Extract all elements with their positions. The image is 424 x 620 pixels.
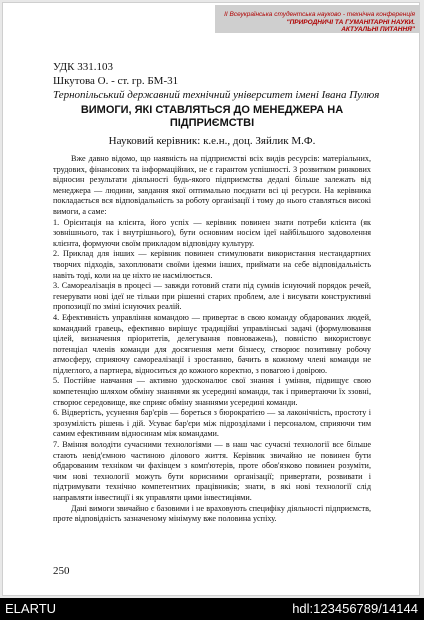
paragraph-item-2: 2. Приклад для інших — керівник повинен стимулювати використання нестандартних творчих підходів, захоплювати своїми ідеями інших, приймати на себе відповідальність навіть тоді, коли на це ніхто не насмілюється.	[53, 249, 371, 280]
paragraph-item-4: 4. Ефективність управління командою — привертає в свою команду обдарованих людей, командний гравець, ефективно вирішує традиційні управлінські задачі (формулювання цілей, визначення пріоритетів, делегування повноважень), повністю використовує потенціал членів команди для досягнення мети бізнесу, створює позитивну робочу атмосферу, сприяючу самореалізації і зростанню, бачить в кожному члені команди не підлеглого, а партнера, відноситься до кожного коректно, з повагою і довірою.	[53, 312, 371, 375]
author-line: Шкутова О. - ст. гр. БМ-31	[53, 75, 179, 87]
paragraph-item-7: 7. Вміння володіти сучасними технологіями — в наш час сучасні технології все більше стають невід'ємною частиною ділового життя. Керівник звичайно не повинен бути обдарованим техніком чи фахівцем з комп'ютерів, проте обов'язково повинен розуміти, чим нові технології можуть бути корисними організації; привертати, розвивати і підтримувати технічно компетентних працівників; знати, в які нові технології слід направляти інвестиції і як управляти цими інвестиціями.	[53, 440, 371, 502]
repository-name: ELARTU	[5, 601, 57, 616]
article-title	[53, 104, 371, 130]
university-name: Тернопільський державний технічний університет імені Івана Пулюя	[53, 89, 380, 101]
header-line2: АКТУАЛЬНІ ПИТАННЯ"	[341, 26, 415, 33]
title-line1: ВИМОГИ, ЯКІ СТАВЛЯТЬСЯ ДО МЕНЕДЖЕРА НА	[80, 104, 344, 116]
header-line1-bold: "ПРИРОДНИЧІ ТА ГУМАНІТАРНІ НАУКИ.	[286, 18, 415, 26]
handle-link[interactable]: hdl:123456789/14144	[292, 601, 418, 616]
repository-footer	[0, 598, 424, 620]
document-page	[2, 2, 420, 596]
page-number: 250	[53, 565, 70, 577]
header-line1: II Всеукраїнська студентська науково - технічна конференція	[224, 11, 415, 18]
udk-code: УДК 331.103	[53, 61, 114, 73]
supervisor-line: Науковий керівник: к.е.н., доц. Зяйлик М.Ф.	[108, 135, 316, 147]
paragraph-item-6: 6. Відвертість, усунення бар'єрів — бореться з бюрократією — за лаконічність, простоту і зрозумілість рішень і дій. Усуває бар'єри між підрозділами і персоналом, сприяючи тим самим ефективним відносинам між командами.	[53, 408, 371, 439]
paragraph-item-3: 3. Самореалізація в процесі — завжди готовий стати під сумнів існуючий порядок речей, генерувати нові ідеї не тільки при рішенні старих проблем, але і висувати конструктивні пропозиції по зміні існуючих реалій.	[53, 281, 371, 312]
paragraph-item-5: 5. Постійне навчання — активно удосконалює свої знання і уміння, підвищує свою компетенцію шляхом обміну знаннями як усередині команди, так і привертаючи їх ззовні, створює середовище, яке сприяє обміну знаннями усередині команди.	[53, 376, 371, 407]
paragraph-conclusion: Дані вимоги звичайно є базовими і не враховують специфіку діяльності підприємств, проте відповідність зазначеному мінімуму вже половина успіху.	[53, 503, 371, 524]
conference-header	[215, 5, 419, 33]
paragraph-item-1: 1. Орієнтація на клієнта, його успіх — керівник повинен знати потреби клієнта (як зовнішнього, так і внутрішнього), бути основним носієм ідеї найбільшого задоволення клієнта, формуючи своїм прикладом відповідну культуру.	[53, 217, 371, 248]
title-line2: ПІДПРИЄМСТВІ	[169, 117, 255, 129]
conference-header-text	[215, 11, 415, 34]
article-body	[53, 154, 371, 525]
paragraph-intro: Вже давно відомо, що наявність на підприємстві всіх видів ресурсів: матеріальних, трудових, фінансових та інформаційних, не є гарантом успішності. З розвитком ринкових відносин результати діяльності будь-якого підприємства дедалі більше залежать від менеджера — людини, завдання якої оптимально поєднати всі ці ресурси. На керівника покладається вся відповідальність за роботу організації і тому до нього ставляться високі вимоги, а саме:	[53, 154, 371, 216]
